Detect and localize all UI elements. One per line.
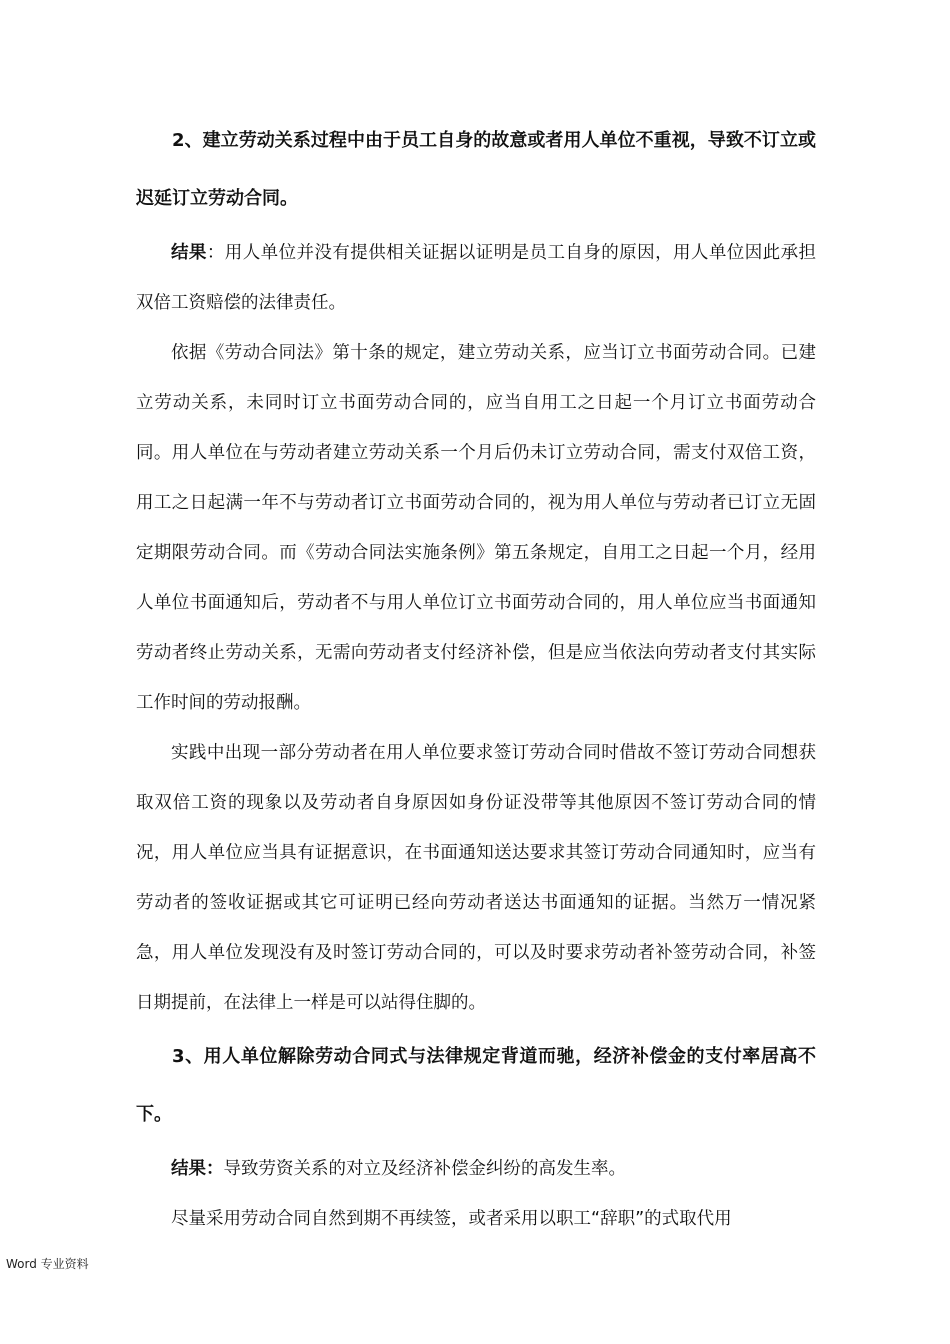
result-paragraph-2 — [136, 228, 816, 328]
result-label: 结果： — [171, 1159, 224, 1179]
result-text: ：用人单位并没有提供相关证据以证明是员工自身的原因，用人单位因此承担双倍工资赔偿的法律责任。 — [136, 243, 816, 313]
result-label: 结果 — [171, 243, 207, 263]
law-paragraph: 依据《劳动合同法》第十条的规定，建立劳动关系，应当订立书面劳动合同。已建立劳动关系，未同时订立书面劳动合同的，应当自用工之日起一个月订立书面劳动合同。用人单位在与劳动者建立劳动关系一个月后仍未订立劳动合同，需支付双倍工资，用工之日起满一年不与劳动者订立书面劳动合同的，视为用人单位与劳动者已订立无固定期限劳动合同。而《劳动合同法实施条例》第五条规定，自用工之日起一个月，经用人单位书面通知后，劳动者不与用人单位订立书面劳动合同的，用人单位应当书面通知劳动者终止劳动关系，无需向劳动者支付经济补偿，但是应当依法向劳动者支付其实际工作时间的劳动报酬。 — [136, 343, 816, 713]
document-body — [136, 112, 816, 1244]
page-footer: Word 专业资料 — [6, 1257, 89, 1271]
section-heading-3: 3、用人单位解除劳动合同式与法律规定背道而驰，经济补偿金的支付率居高不下。 — [136, 1046, 816, 1125]
result-paragraph-3 — [136, 1144, 816, 1194]
practice-paragraph: 实践中出现一部分劳动者在用人单位要求签订劳动合同时借故不签订劳动合同想获取双倍工资的现象以及劳动者自身原因如身份证没带等其他原因不签订劳动合同的情况，用人单位应当具有证据意识，在书面通知送达要求其签订劳动合同通知时，应当有劳动者的签收证据或其它可证明已经向劳动者送达书面通知的证据。当然万一情况紧急，用人单位发现没有及时签订劳动合同的，可以及时要求劳动者补签劳动合同，补签日期提前，在法律上一样是可以站得住脚的。 — [136, 743, 816, 1013]
section-heading-2: 2、建立劳动关系过程中由于员工自身的故意或者用人单位不重视，导致不订立或迟延订立劳动合同。 — [136, 130, 816, 209]
last-paragraph: 尽量采用劳动合同自然到期不再续签，或者采用以职工“辞职”的式取代用 — [171, 1209, 732, 1229]
result-text: 导致劳资关系的对立及经济补偿金纠纷的高发生率。 — [223, 1159, 626, 1179]
